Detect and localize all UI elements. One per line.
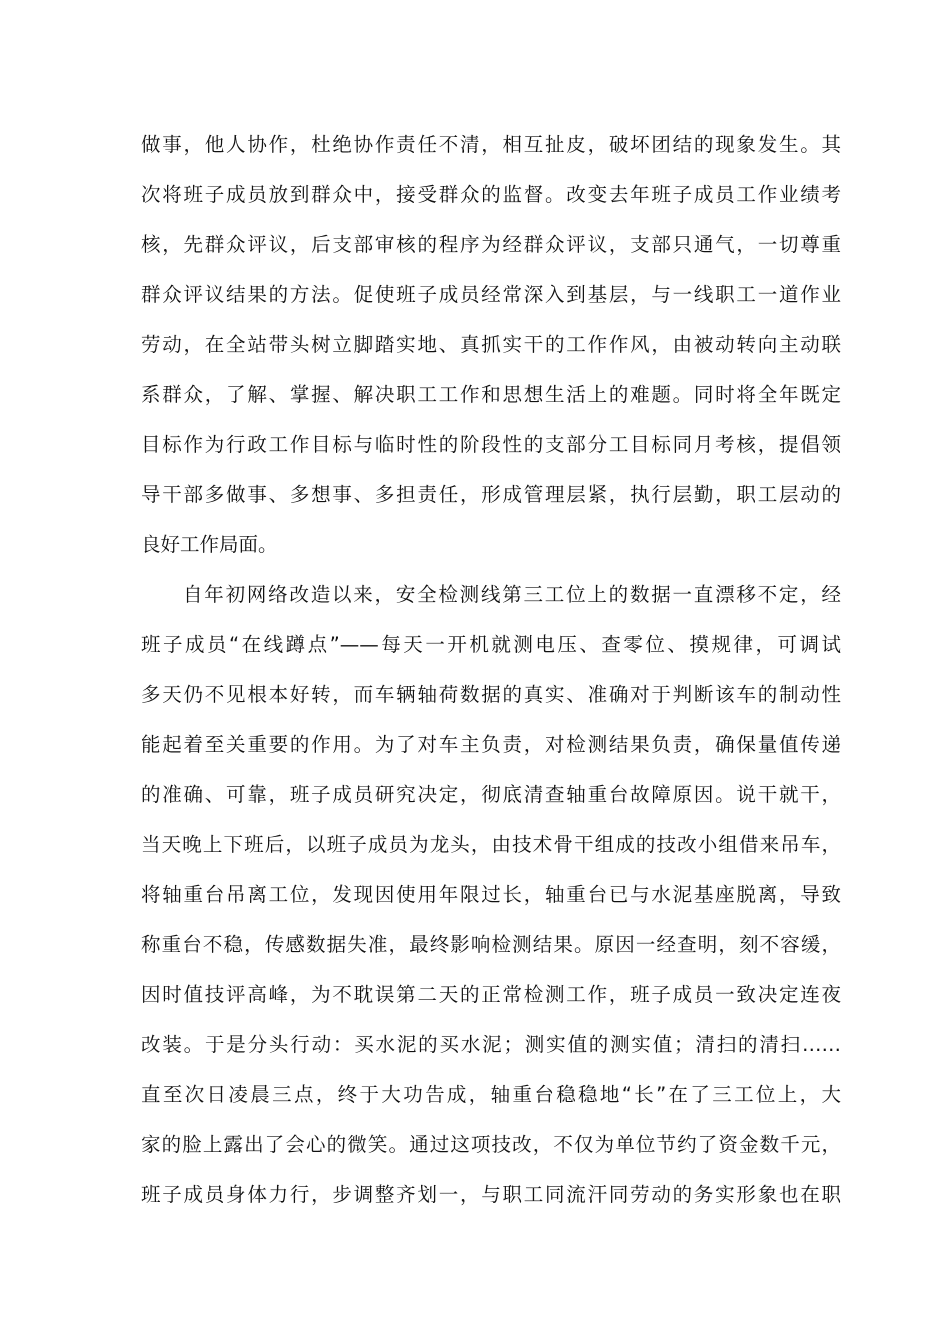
text-line: 劳动，在全站带头树立脚踏实地、真抓实干的工作作风，由被动转向主动联: [141, 333, 841, 356]
text-line: 的准确、可靠，班子成员研究决定，彻底清查轴重台故障原因。说干就干，: [141, 783, 841, 806]
paragraph-1: [141, 120, 841, 570]
text-line: 称重台不稳，传感数据失准，最终影响检测结果。原因一经查明，刻不容缓，: [141, 933, 841, 956]
text-line: 当天晚上下班后，以班子成员为龙头，由技术骨干组成的技改小组借来吊车，: [141, 833, 841, 856]
text-line: 自年初网络改造以来，安全检测线第三工位上的数据一直漂移不定，经: [183, 583, 841, 606]
text-line: 核，先群众评议，后支部审核的程序为经群众评议，支部只通气，一切尊重: [141, 233, 841, 256]
text-line: 导干部多做事、多想事、多担责任，形成管理层紧，执行层勤，职工层动的: [141, 483, 841, 506]
text-line: 系群众，了解、掌握、解决职工工作和思想生活上的难题。同时将全年既定: [141, 383, 841, 406]
text-line: 改装。于是分头行动：买水泥的买水泥；测实值的测实值；清扫的清扫……: [141, 1033, 841, 1056]
text-line: 做事，他人协作，杜绝协作责任不清，相互扯皮，破坏团结的现象发生。其: [141, 133, 841, 156]
text-line: 班子成员“在线蹲点”——每天一开机就测电压、查零位、摸规律，可调试: [141, 633, 841, 656]
text-line: 良好工作局面。: [141, 533, 278, 556]
text-line: 将轴重台吊离工位，发现因使用年限过长，轴重台已与水泥基座脱离，导致: [141, 883, 841, 906]
text-line: 直至次日凌晨三点，终于大功告成，轴重台稳稳地“长”在了三工位上，大: [141, 1083, 841, 1106]
text-line: 班子成员身体力行，步调整齐划一，与职工同流汗同劳动的务实形象也在职: [141, 1183, 841, 1206]
text-line: 家的脸上露出了会心的微笑。通过这项技改，不仅为单位节约了资金数千元，: [141, 1133, 841, 1156]
text-line: 因时值技评高峰，为不耽误第二天的正常检测工作，班子成员一致决定连夜: [141, 983, 841, 1006]
paragraph-2: [141, 570, 841, 1220]
text-line: 目标作为行政工作目标与临时性的阶段性的支部分工目标同月考核，提倡领: [141, 433, 841, 456]
text-line: 群众评议结果的方法。促使班子成员经常深入到基层，与一线职工一道作业: [141, 283, 841, 306]
text-line: 多天仍不见根本好转，而车辆轴荷数据的真实、准确对于判断该车的制动性: [141, 683, 841, 706]
document-body: [141, 120, 841, 1220]
text-line: 能起着至关重要的作用。为了对车主负责，对检测结果负责，确保量值传递: [141, 733, 841, 756]
text-line: 次将班子成员放到群众中，接受群众的监督。改变去年班子成员工作业绩考: [141, 183, 841, 206]
